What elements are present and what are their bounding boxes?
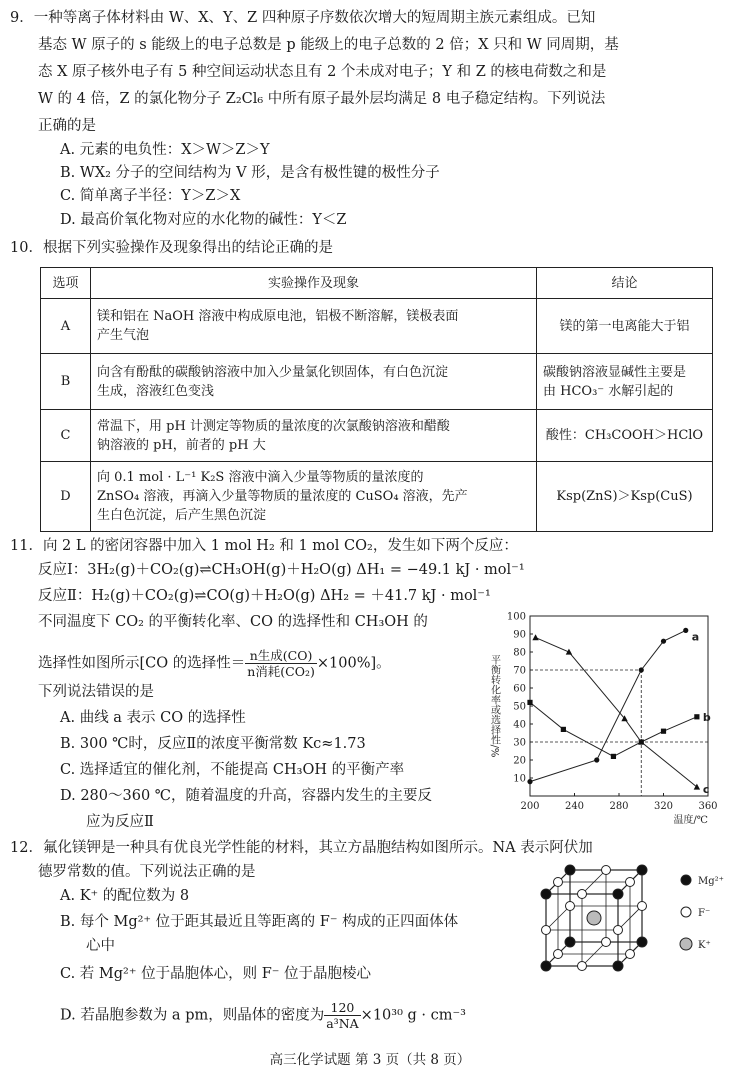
series-a-label: a (691, 630, 700, 644)
row-conclusion-line: 由 HCO₃⁻ 水解引起的 (543, 383, 674, 399)
q12-option-d (60, 1000, 466, 1031)
row-operation-line: 生白色沉淀，后产生黑色沉淀 (97, 508, 267, 523)
q9-option-a: A. 元素的电负性：X＞W＞Z＞Y (60, 142, 270, 158)
q10-stem: 10．根据下列实验操作及现象得出的结论正确的是 (10, 240, 333, 256)
f-ion (542, 926, 551, 935)
x-tick-label: 240 (564, 801, 585, 812)
formula-prefix: 选择性如图所示[CO 的选择性＝ (38, 655, 246, 672)
y-tick-label: 20 (513, 755, 526, 767)
density-fraction (324, 1000, 360, 1031)
series-c-line (536, 638, 697, 787)
f-ion (566, 902, 575, 911)
x-tick-label: 320 (653, 801, 674, 812)
series-b-label: b (702, 710, 711, 724)
row-conclusion (537, 410, 713, 462)
y-tick-label: 90 (513, 629, 526, 641)
q12-option-b-continued: 心中 (86, 938, 115, 954)
series-c-point (566, 649, 572, 655)
f-ion (554, 878, 563, 887)
co-selectivity-fraction (245, 648, 317, 679)
mg-ion (637, 937, 647, 947)
q11-stem-line-1: 11．向 2 L 的密闭容器中加入 1 mol H₂ 和 1 mol CO₂，发生如下两个反应： (10, 538, 518, 554)
q12-stem-line-1: 12．氟化镁钾是一种具有优良光学性能的材料，其立方晶胞结构如图所示。NA 表示阿伏加 (10, 840, 593, 856)
row-operation-line: 钠溶液的 pH，前者的 pH 大 (97, 437, 266, 453)
row-conclusion (537, 354, 713, 410)
f-ion (626, 950, 635, 959)
f-ion (602, 866, 611, 875)
q11-reaction-2: 反应Ⅱ：H₂(g)＋CO₂(g)⇌CO(g)＋H₂O(g) ΔH₂ = ＋41.7 kJ · mol⁻¹ (38, 588, 491, 604)
mg-ion (565, 937, 575, 947)
mg-ion (541, 889, 551, 899)
header-option: 选项 (41, 268, 91, 299)
option-d-suffix: ×10³⁰ g · cm⁻³ (360, 1007, 466, 1024)
q11-option-a: A. 曲线 a 表示 CO 的选择性 (60, 710, 246, 726)
q9-option-d: D. 最高价氧化物对应的水化物的碱性：Y＜Z (60, 212, 347, 228)
q9-option-c: C. 简单离子半径：Y＞Z＞X (60, 188, 241, 204)
series-c-point (532, 634, 538, 640)
y-tick-label: 100 (506, 611, 526, 623)
y-tick-label: 70 (513, 665, 526, 677)
page-footer: 高三化学试题 第 3 页（共 8 页） (269, 1052, 471, 1068)
y-tick-label: 30 (513, 737, 526, 749)
row-operation-line: 镁和铝在 NaOH 溶液中构成原电池，铝极不断溶解，镁极表面 (97, 309, 459, 324)
legend-f-label: F⁻ (698, 908, 711, 919)
x-axis-label: 温度/℃ (673, 815, 708, 824)
q12-option-c: C. 若 Mg²⁺ 位于晶胞体心，则 F⁻ 位于晶胞棱心 (60, 966, 372, 982)
series-c-label: c (702, 783, 710, 796)
f-ion (578, 962, 587, 971)
fraction-denominator: n消耗(CO₂) (247, 664, 315, 679)
row-conclusion-line: 酸性：CH₃COOH＞HClO (545, 428, 704, 443)
series-a-point (527, 779, 532, 784)
q11-chart (480, 606, 730, 824)
series-b-point (611, 754, 616, 759)
row-operation-line: ZnSO₄ 溶液，再滴入少量等物质的量浓度的 CuSO₄ 溶液，先产 (97, 489, 468, 504)
y-tick-label: 50 (513, 701, 526, 713)
table-row (41, 299, 713, 354)
y-tick-label: 10 (513, 773, 526, 785)
row-option: B (41, 354, 91, 410)
series-a-point (594, 757, 599, 762)
row-operation-line: 常温下，用 pH 计测定等物质的量浓度的次氯酸钠溶液和醋酸 (97, 418, 450, 434)
q11-option-d: D. 280～360 ℃，随着温度的升高，容器内发生的主要反 (60, 788, 433, 804)
row-option: D (41, 462, 91, 532)
row-conclusion-line: 镁的第一电离能大于铝 (559, 318, 690, 334)
q11-reaction-1: 反应Ⅰ：3H₂(g)＋CO₂(g)⇌CH₃OH(g)＋H₂O(g) ΔH₁ = −49.1 kJ · mol⁻¹ (38, 562, 525, 578)
row-operation (91, 299, 537, 354)
fraction-numerator: 120 (324, 1000, 360, 1016)
series-b-point (561, 727, 566, 732)
legend-k-marker (680, 938, 692, 950)
f-ion (554, 950, 563, 959)
row-operation (91, 410, 537, 462)
f-ion (638, 902, 647, 911)
option-d-prefix: D. 若晶胞参数为 a pm，则晶体的密度为 (60, 1007, 325, 1024)
fraction-denominator: a³NA (326, 1016, 359, 1031)
header-operation: 实验操作及现象 (91, 268, 537, 299)
plot-frame (530, 616, 708, 796)
table-header-row (41, 268, 713, 299)
f-ion (578, 890, 587, 899)
legend-k-label: K⁺ (698, 940, 711, 951)
k-ion (587, 911, 601, 925)
y-axis-label: 平衡转化率或选择性/% (488, 654, 500, 758)
q11-selectivity-formula (38, 648, 391, 679)
x-tick-label: 360 (698, 801, 718, 812)
row-operation-line: 产生气泡 (97, 328, 150, 343)
row-option: A (41, 299, 91, 354)
row-conclusion (537, 462, 713, 532)
q9-option-b: B. WX₂ 分子的空间结构为 V 形，是含有极性键的极性分子 (60, 165, 440, 181)
row-conclusion (537, 299, 713, 354)
q9-stem-line-2: 基态 W 原子的 s 能级上的电子总数是 p 能级上的电子总数的 2 倍；X 只和 W 同周期，基 (38, 37, 619, 53)
q11-stem-line-4: 不同温度下 CO₂ 的平衡转化率、CO 的选择性和 CH₃OH 的 (38, 614, 428, 630)
series-a-point (683, 628, 688, 633)
series-c-point (694, 784, 700, 790)
x-tick-label: 280 (609, 801, 629, 812)
mg-ion (613, 889, 623, 899)
x-tick-label: 200 (520, 801, 540, 812)
series-a-point (639, 667, 644, 672)
series-b-line (530, 702, 697, 756)
row-operation-line: 向 0.1 mol · L⁻¹ K₂S 溶液中滴入少量等物质的量浓度的 (97, 470, 424, 485)
formula-suffix: ×100%]。 (316, 655, 391, 672)
q9-stem-line-1: 9．一种等离子体材料由 W、X、Y、Z 四种原子序数依次增大的短周期主族元素组成。已知 (10, 10, 596, 26)
legend-f-marker (681, 907, 691, 917)
q9-stem-line-3: 态 X 原子核外电子有 5 种空间运动状态且有 2 个未成对电子；Y 和 Z 的核电荷数之和是 (38, 64, 607, 80)
q9-stem-line-5: 正确的是 (38, 118, 96, 134)
legend-mg-label: Mg²⁺ (698, 876, 724, 887)
row-conclusion-line: 碳酸钠溶液显碱性主要是 (543, 364, 687, 380)
f-ion (602, 938, 611, 947)
y-tick-label: 60 (513, 683, 526, 695)
mg-ion (613, 961, 623, 971)
q10-table (40, 267, 713, 532)
row-conclusion-line: Ksp(ZnS)＞Ksp(CuS) (556, 489, 693, 504)
q9-stem-line-4: W 的 4 倍，Z 的氯化物分子 Z₂Cl₆ 中所有原子最外层均满足 8 电子稳定结构。下列说法 (38, 91, 606, 107)
legend-mg-marker (681, 875, 691, 885)
q11-option-d-continued: 应为反应Ⅱ (86, 814, 154, 830)
row-operation-line: 向含有酚酞的碳酸钠溶液中加入少量氯化钡固体，有白色沉淀 (97, 364, 449, 380)
header-conclusion: 结论 (537, 268, 713, 299)
q12-option-a: A. K⁺ 的配位数为 8 (60, 888, 190, 904)
y-tick-label: 80 (513, 647, 526, 659)
series-b-point (694, 714, 699, 719)
q11-option-b: B. 300 ℃时，反应Ⅱ的浓度平衡常数 Kc≈1.73 (60, 736, 366, 752)
y-tick-label: 40 (513, 719, 526, 731)
series-a-point (661, 639, 666, 644)
series-b-point (527, 700, 532, 705)
series-b-point (661, 729, 666, 734)
mg-ion (541, 961, 551, 971)
table-row (41, 354, 713, 410)
fraction-numerator: n生成(CO) (245, 648, 317, 664)
q12-stem-line-2: 德罗常数的值。下列说法正确的是 (38, 864, 256, 880)
f-ion (626, 878, 635, 887)
table-row (41, 410, 713, 462)
crystal-cell-diagram (536, 858, 726, 978)
f-ion (614, 926, 623, 935)
row-operation-line: 生成，溶液红色变浅 (97, 383, 215, 399)
mg-ion (637, 865, 647, 875)
row-option: C (41, 410, 91, 462)
q11-option-c: C. 选择适宜的催化剂，不能提高 CH₃OH 的平衡产率 (60, 762, 405, 778)
q11-ask: 下列说法错误的是 (38, 684, 154, 700)
mg-ion (565, 865, 575, 875)
row-operation (91, 354, 537, 410)
table-row (41, 462, 713, 532)
row-operation (91, 462, 537, 532)
q12-option-b: B. 每个 Mg²⁺ 位于距其最近且等距离的 F⁻ 构成的正四面体体 (60, 914, 459, 930)
